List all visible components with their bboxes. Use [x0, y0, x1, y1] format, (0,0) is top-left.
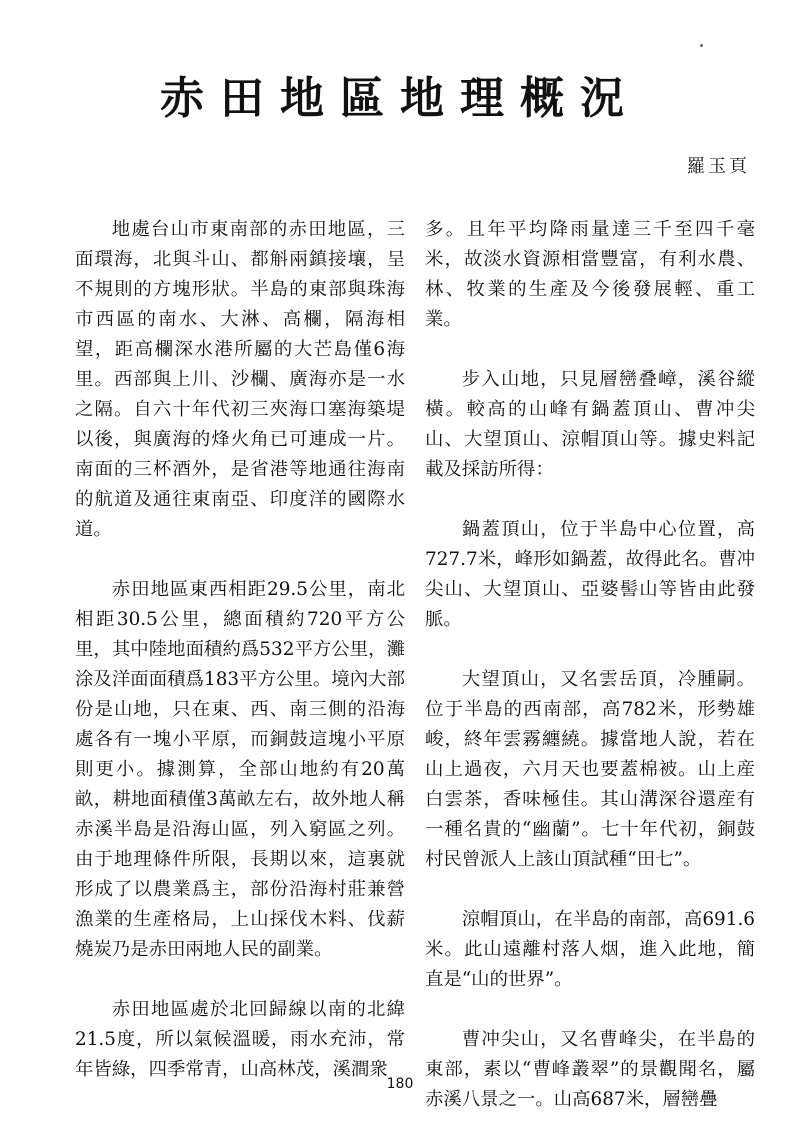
paragraph: 大望頂山，又名雲岳頂，冷腫嗣。位于半島的西南部，高782米，形勢雄峻，終年雲霧纏繞。據當地人說，若在山上過夜，六月天也要蓋棉被。山上産白雲茶，香味極佳。其山溝深谷還産有一種名貴的“幽蘭”。七十年代初，銅鼓村民曾派人上該山頂試種“田七”。 [425, 669, 755, 870]
right-column [425, 215, 755, 1145]
scan-speck [700, 44, 703, 47]
paragraph: 赤田地區處於北回歸線以南的北緯21.5度，所以氣候溫暖，雨水充沛，常年皆綠，四季常青，山高林茂，溪澗衆 [75, 999, 405, 1080]
page-number: 180 [386, 1076, 414, 1092]
paragraph: 地處台山市東南部的赤田地區，三面環海，北與斗山、都斛兩鎮接壤，呈不規則的方塊形狀。半島的東部與珠海市西區的南水、大淋、高欄，隔海相望，距高欄深水港所屬的大芒島僅6海里。西部與上川、沙欄、廣海亦是一水之隔。自六十年代初三夾海口塞海築堤以後，與廣海的烽火角已可連成一片。南面的三杯酒外，是省港等地通往海南的航道及通往東南亞、印度洋的國際水道。 [75, 219, 405, 540]
paragraph: 步入山地，只見層巒叠嶂，溪谷縱橫。較高的山峰有鍋蓋頂山、曹冲尖山、大望頂山、涼帽頂山等。據史料記載及採訪所得： [425, 369, 755, 480]
paragraph: 涼帽頂山，在半島的南部，高691.6米。此山遠離村落人烟，進入此地，簡直是“山的世界”。 [425, 909, 755, 990]
paragraph: 曹冲尖山，又名曹峰尖，在半島的東部，素以“曹峰叢翠”的景觀聞名，屬赤溪八景之一。山高687米，層巒疊 [425, 1029, 755, 1110]
paragraph: 赤田地區東西相距29.5公里，南北相距30.5公里，總面積約720平方公里，其中陸地面積約爲532平方公里，灘涂及洋面面積爲183平方公里。境內大部份是山地，只在東、西、南三側的沿海處各有一塊小平原，而銅鼓這塊小平原則更小。據測算，全部山地約有20萬畝，耕地面積僅3萬畝左右，故外地人稱赤溪半島是沿海山區，列入窮區之列。由于地理條件所限，長期以來，這裏就形成了以農業爲主，部份沿海村莊兼營漁業的生產格局，上山採伐木料、伐薪燒炭乃是赤田兩地人民的副業。 [75, 579, 405, 960]
paragraph: 鍋蓋頂山，位于半島中心位置，高727.7米，峰形如鍋蓋，故得此名。曹冲尖山、大望頂山、亞婆髻山等皆由此發脈。 [425, 519, 755, 630]
left-column [75, 215, 405, 1115]
paragraph-continuation: 多。且年平均降雨量達三千至四千毫米，故淡水資源相當豐富，有利水農、林、牧業的生產及今後發展輕、重工業。 [425, 219, 755, 330]
page-title: 赤田地區地理概況 [160, 73, 640, 124]
author-name: 羅玉頁 [687, 156, 750, 177]
